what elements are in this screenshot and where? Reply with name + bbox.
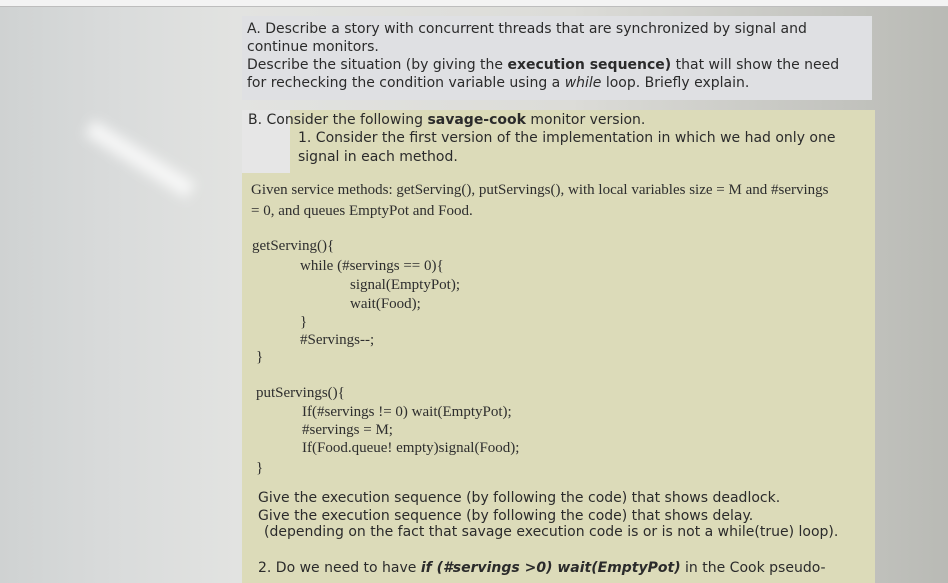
section-a-line-2: continue monitors.	[247, 39, 379, 55]
code-getserving-header: getServing(){	[252, 238, 335, 254]
savage-cook-emphasis: savage-cook	[427, 112, 526, 128]
question-note: (depending on the fact that savage execution code is or is not a while(true) loop).	[264, 524, 839, 540]
while-emphasis: while	[564, 75, 602, 91]
code-decrement-line: #Servings--;	[300, 332, 375, 348]
section-a-line-4-text: for rechecking the condition variable using a	[247, 75, 565, 91]
execution-sequence-emphasis: execution sequence)	[507, 57, 672, 73]
section-b-title-text: B. Consider the following	[248, 112, 428, 128]
code-while-close: }	[300, 314, 308, 330]
code-wait-line: wait(Food);	[350, 296, 421, 312]
question-delay: Give the execution sequence (by following the code) that shows delay.	[258, 508, 754, 524]
code-putservings-close: }	[256, 460, 264, 476]
item-2-text: 2. Do we need to have	[258, 560, 421, 576]
section-a-line-4-tail: loop. Briefly explain.	[601, 75, 750, 91]
code-if-line: If(#servings != 0) wait(EmptyPot);	[302, 404, 512, 420]
section-a-line-3-tail: that will show the need	[671, 57, 840, 73]
section-a-line-4	[247, 75, 749, 91]
item-2-tail: in the Cook pseudo-	[680, 560, 826, 576]
item-2-code-emphasis: if (#servings >0) wait(EmptyPot)	[420, 560, 681, 576]
item-1-line-2: signal in each method.	[298, 149, 458, 165]
section-b-title	[248, 112, 645, 128]
code-while-line: while (#servings == 0){	[300, 258, 444, 274]
code-getserving-close: }	[256, 349, 264, 365]
section-a-line-3	[247, 57, 839, 73]
item-1-line-1: 1. Consider the first version of the implementation in which we had only one	[298, 130, 836, 146]
question-deadlock: Give the execution sequence (by following the code) that shows deadlock.	[258, 490, 781, 506]
code-signal-food-line: If(Food.queue! empty)signal(Food);	[302, 440, 520, 456]
given-line-2: = 0, and queues EmptyPot and Food.	[251, 203, 473, 219]
code-assign-line: #servings = M;	[302, 422, 393, 438]
section-a-line-1: A. Describe a story with concurrent threads that are synchronized by signal and	[247, 21, 807, 37]
code-putservings-header: putServings(){	[256, 385, 345, 401]
top-edge	[0, 0, 948, 7]
item-2-line	[258, 560, 826, 576]
section-a-line-3-text: Describe the situation (by giving the	[247, 57, 508, 73]
section-b-title-tail: monitor version.	[525, 112, 646, 128]
light-glare	[84, 120, 195, 199]
code-signal-line: signal(EmptyPot);	[350, 277, 460, 293]
given-line-1: Given service methods: getServing(), putServings(), with local variables size = M and #servings	[251, 182, 829, 198]
